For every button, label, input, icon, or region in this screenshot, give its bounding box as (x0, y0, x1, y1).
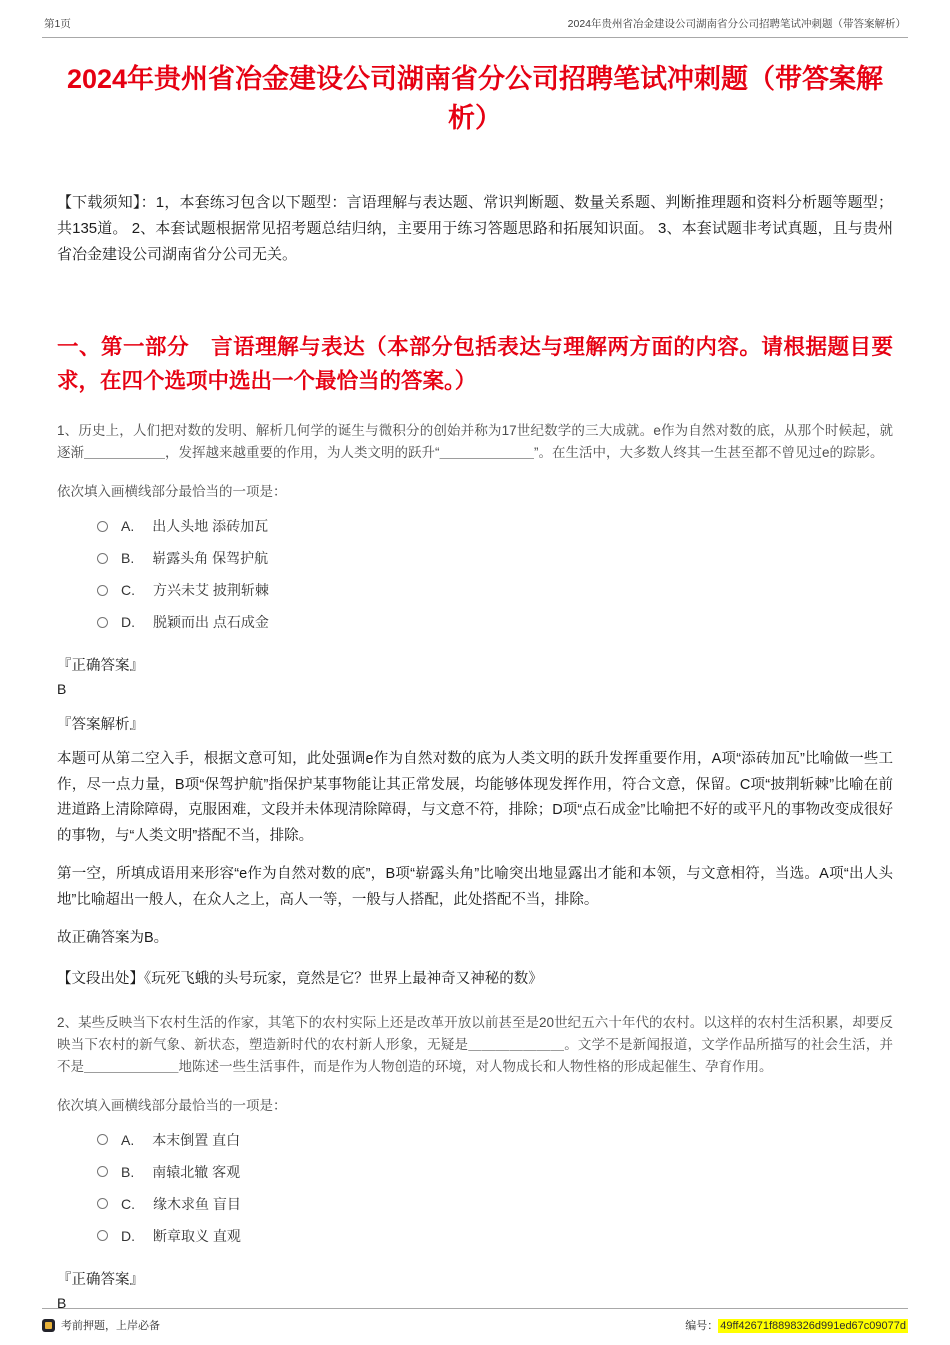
option-label: A. (121, 1131, 135, 1148)
option-row-b[interactable] (57, 1156, 893, 1188)
radio-icon[interactable] (97, 553, 108, 564)
page-number: 第1页 (44, 18, 71, 30)
option-label: D. (121, 614, 135, 630)
radio-icon[interactable] (97, 585, 108, 596)
question-prompt: 依次填入画横线部分最恰当的一项是： (57, 1097, 287, 1113)
footer-right (685, 1317, 908, 1333)
footer-slogan: 考前押题，上岸必备 (61, 1320, 160, 1332)
running-title: 2024年贵州省冶金建设公司湖南省分公司招聘笔试冲刺题（带答案解析） (567, 18, 906, 30)
analysis-paragraph: 第一空，所填成语用来形容“e作为自然对数的底”，B项“崭露头角”比喻突出地显露出才能和本领，与文意相符，当选。A项“出人头地”比喻超出一般人，在众人之上，高人一等，一般与人搭配，此处搭配不当，排除。 (57, 866, 893, 908)
option-text: 断章取义 直观 (153, 1227, 241, 1244)
option-label: A. (121, 518, 135, 534)
option-text: 缘木求鱼 盲目 (153, 1195, 241, 1212)
analysis-conclusion: 故正确答案为B。 (57, 930, 169, 946)
option-text: 方兴未艾 披荆斩棘 (153, 582, 269, 598)
question-stem: 2、某些反映当下农村生活的作家，其笔下的农村实际上还是改革开放以前甚至是20世纪五六十年代的农村。以这样的农村生活积累，却要反映当下农村的新气象、新状态，塑造新时代的农村新人形象，无疑是＿＿＿＿＿＿＿。文学不是新闻报道，文学作品所描写的社会生活，并不是＿＿＿＿＿＿＿地陈述一些生活事件，而是作为人物创造的环境，对人物成长和人物性格的形成起催生、孕育作用。 (57, 1014, 893, 1074)
option-text: 本末倒置 直白 (152, 1131, 241, 1148)
option-row-c[interactable] (57, 574, 893, 606)
option-row-a[interactable] (57, 510, 893, 542)
passage-source: 【文段出处】《玩死飞蛾的头号玩家，竟然是它？世界上最神奇又神秘的数》 (57, 970, 543, 987)
page-header (0, 0, 950, 31)
content-area (0, 190, 950, 1311)
question-prompt: 依次填入画横线部分最恰当的一项是： (57, 484, 287, 499)
correct-answer-value: B (57, 681, 67, 697)
correct-answer-value: B (57, 1294, 67, 1311)
header-divider (42, 37, 908, 38)
radio-icon[interactable] (97, 1134, 108, 1145)
section-heading: 一、第一部分 言语理解与表达（本部分包括表达与理解两方面的内容。请根据题目要求，在四个选项中选出一个最恰当的答案。） (57, 335, 893, 393)
correct-answer-label: 『正确答案』 (57, 658, 144, 674)
radio-icon[interactable] (97, 1166, 108, 1177)
option-text: 南辕北辙 客观 (152, 1163, 241, 1180)
document-code: 49ff42671f8898326d991ed67c09077d (720, 1320, 906, 1332)
option-label: B. (121, 1163, 135, 1180)
analysis-paragraph: 本题可从第二空入手，根据文意可知，此处强调e作为自然对数的底为人类文明的跃升发挥重要作用，A项“添砖加瓦”比喻做一些工作，尽一点力量，B项“保驾护航”指保护某事物能让其正常发展，均能够体现发挥作用，符合文意，保留。C项“披荆斩棘”比喻在前进道路上清除障碍，克服困难，文段并未体现清除障碍，与文意不符，排除；D项“点石成金”比喻把不好的或平凡的事物改变成很好的事物，与“人类文明”搭配不当，排除。 (57, 751, 893, 844)
option-row-d[interactable] (57, 606, 893, 638)
option-text: 出人头地 添砖加瓦 (152, 518, 269, 534)
footer-left (42, 1317, 160, 1333)
analysis-label: 『答案解析』 (57, 717, 144, 733)
question-2 (57, 1012, 893, 1311)
option-row-c[interactable] (57, 1188, 893, 1220)
code-label: 编号： (685, 1320, 719, 1332)
question-1 (57, 420, 893, 988)
option-label: B. (121, 550, 135, 566)
radio-icon[interactable] (97, 1230, 108, 1241)
option-label: D. (121, 1227, 135, 1244)
document-title: 2024年贵州省冶金建设公司湖南省分公司招聘笔试冲刺题（带答案解析） (66, 64, 884, 133)
option-row-b[interactable] (57, 542, 893, 574)
option-row-d[interactable] (57, 1220, 893, 1252)
options-list (57, 510, 893, 638)
stamp-icon (42, 1319, 55, 1332)
radio-icon[interactable] (97, 617, 108, 628)
download-notice: 【下载须知】：1，本套练习包含以下题型：言语理解与表达题、常识判断题、数量关系题、判断推理题和资料分析题等题型；共135道。 2、本套试题根据常见招考题总结归纳，主要用于练习答题思路和拓展知识面。 3、本套试题非考试真题，且与贵州省冶金建设公司湖南省分公司无关。 (57, 194, 893, 263)
option-text: 崭露头角 保驾护航 (152, 550, 269, 566)
option-row-a[interactable] (57, 1124, 893, 1156)
options-list (57, 1124, 893, 1252)
radio-icon[interactable] (97, 1198, 108, 1209)
option-label: C. (121, 582, 135, 598)
page-footer (42, 1308, 908, 1333)
correct-answer-label: 『正确答案』 (57, 1271, 144, 1288)
question-stem: 1、历史上，人们把对数的发明、解析几何学的诞生与微积分的创始并称为17世纪数学的三大成就。e作为自然对数的底，从那个时候起，就逐渐＿＿＿＿＿＿，发挥越来越重要的作用，为人类文明的跃升“＿＿＿＿＿＿＿”。在生活中，大多数人终其一生甚至都不曾见过e的踪影。 (57, 423, 893, 460)
option-text: 脱颖而出 点石成金 (153, 614, 269, 630)
option-label: C. (121, 1195, 135, 1212)
radio-icon[interactable] (97, 521, 108, 532)
